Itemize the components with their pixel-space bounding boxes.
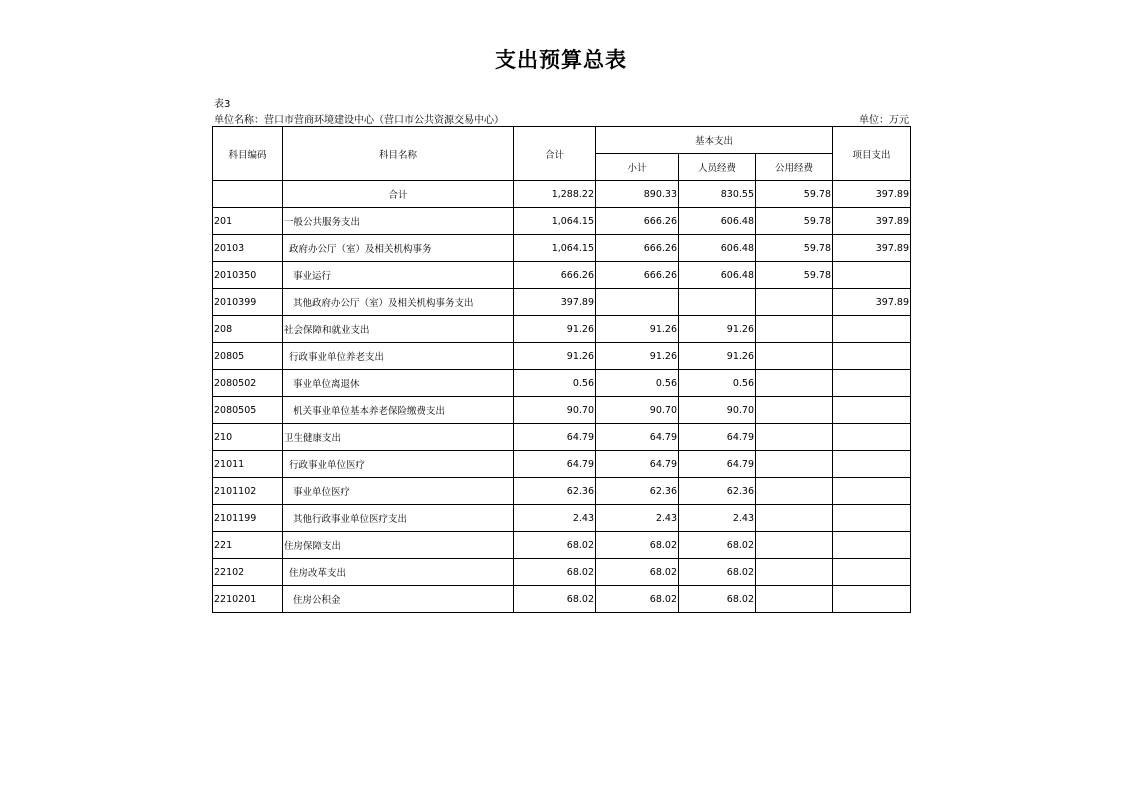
cell-personnel: 62.36: [679, 478, 756, 505]
cell-total: 68.02: [514, 559, 596, 586]
cell-project: 397.89: [833, 289, 911, 316]
cell-public: [756, 343, 833, 370]
cell-personnel: 0.56: [679, 370, 756, 397]
cell-public: [756, 316, 833, 343]
cell-code: 2101199: [213, 505, 283, 532]
table-row: [213, 397, 911, 424]
table-number: 表3: [214, 99, 231, 110]
table-row: [213, 235, 911, 262]
table-row: [213, 478, 911, 505]
cell-personnel: 606.48: [679, 262, 756, 289]
cell-name: 社会保障和就业支出: [283, 316, 514, 343]
cell-total: 397.89: [514, 289, 596, 316]
cell-name: 事业运行: [283, 262, 514, 289]
cell-personnel: [679, 289, 756, 316]
cell-subtotal: [596, 289, 679, 316]
cell-total: 62.36: [514, 478, 596, 505]
cell-total: 64.79: [514, 451, 596, 478]
cell-project: [833, 478, 911, 505]
cell-public: [756, 370, 833, 397]
cell-personnel: 68.02: [679, 586, 756, 613]
cell-total: 666.26: [514, 262, 596, 289]
header-code: 科目编码: [213, 127, 283, 181]
cell-public: [756, 424, 833, 451]
header-name: 科目名称: [283, 127, 514, 181]
table-row: [213, 586, 911, 613]
cell-project: [833, 262, 911, 289]
cell-total: 68.02: [514, 586, 596, 613]
cell-project: 397.89: [833, 235, 911, 262]
table-row: [213, 559, 911, 586]
cell-subtotal: 2.43: [596, 505, 679, 532]
cell-name: 事业单位离退休: [283, 370, 514, 397]
table-row: [213, 262, 911, 289]
table-row: [213, 505, 911, 532]
cell-total: 1,064.15: [514, 235, 596, 262]
cell-name: 卫生健康支出: [283, 424, 514, 451]
cell-total: 90.70: [514, 397, 596, 424]
cell-name: 住房改革支出: [283, 559, 514, 586]
cell-code: [213, 181, 283, 208]
page-title: 支出预算总表: [495, 48, 627, 72]
table-row: [213, 316, 911, 343]
unit-line: [214, 111, 909, 125]
cell-total: 1,288.22: [514, 181, 596, 208]
cell-name: 政府办公厅（室）及相关机构事务: [283, 235, 514, 262]
cell-project: 397.89: [833, 208, 911, 235]
cell-project: [833, 451, 911, 478]
header-public: 公用经费: [756, 154, 833, 181]
cell-subtotal: 68.02: [596, 532, 679, 559]
unit-name: 单位名称：营口市营商环境建设中心（营口市公共资源交易中心）: [214, 115, 504, 126]
unit-currency: 单位：万元: [859, 115, 909, 126]
cell-code: 2010399: [213, 289, 283, 316]
cell-personnel: 2.43: [679, 505, 756, 532]
table-row: [213, 424, 911, 451]
cell-name: 一般公共服务支出: [283, 208, 514, 235]
cell-name: 住房公积金: [283, 586, 514, 613]
cell-code: 2101102: [213, 478, 283, 505]
cell-project: [833, 586, 911, 613]
cell-code: 20805: [213, 343, 283, 370]
cell-code: 210: [213, 424, 283, 451]
cell-subtotal: 0.56: [596, 370, 679, 397]
cell-code: 2080502: [213, 370, 283, 397]
cell-personnel: 606.48: [679, 235, 756, 262]
cell-name: 其他政府办公厅（室）及相关机构事务支出: [283, 289, 514, 316]
cell-name: 其他行政事业单位医疗支出: [283, 505, 514, 532]
header-subtotal: 小计: [596, 154, 679, 181]
cell-subtotal: 68.02: [596, 559, 679, 586]
cell-name: 行政事业单位医疗: [283, 451, 514, 478]
table-row: [213, 289, 911, 316]
cell-subtotal: 890.33: [596, 181, 679, 208]
cell-name: 行政事业单位养老支出: [283, 343, 514, 370]
cell-public: [756, 397, 833, 424]
cell-subtotal: 64.79: [596, 424, 679, 451]
table-row: [213, 532, 911, 559]
cell-total: 68.02: [514, 532, 596, 559]
cell-code: 21011: [213, 451, 283, 478]
cell-name: 机关事业单位基本养老保险缴费支出: [283, 397, 514, 424]
cell-public: 59.78: [756, 208, 833, 235]
cell-personnel: 90.70: [679, 397, 756, 424]
cell-code: 208: [213, 316, 283, 343]
cell-public: [756, 289, 833, 316]
cell-code: 22102: [213, 559, 283, 586]
cell-public: [756, 505, 833, 532]
cell-project: [833, 505, 911, 532]
cell-total: 2.43: [514, 505, 596, 532]
cell-code: 221: [213, 532, 283, 559]
table-row: [213, 181, 911, 208]
cell-personnel: 64.79: [679, 451, 756, 478]
table-row: [213, 370, 911, 397]
cell-total: 91.26: [514, 343, 596, 370]
cell-public: 59.78: [756, 181, 833, 208]
cell-personnel: 91.26: [679, 316, 756, 343]
cell-public: [756, 451, 833, 478]
cell-code: 2080505: [213, 397, 283, 424]
cell-subtotal: 666.26: [596, 235, 679, 262]
cell-name: 合计: [283, 181, 514, 208]
cell-name: 事业单位医疗: [283, 478, 514, 505]
cell-project: [833, 370, 911, 397]
cell-total: 64.79: [514, 424, 596, 451]
table-row: [213, 208, 911, 235]
header-total: 合计: [514, 127, 596, 181]
cell-personnel: 830.55: [679, 181, 756, 208]
table-row: [213, 451, 911, 478]
cell-public: 59.78: [756, 235, 833, 262]
cell-subtotal: 68.02: [596, 586, 679, 613]
cell-code: 201: [213, 208, 283, 235]
cell-personnel: 68.02: [679, 559, 756, 586]
header-basic: 基本支出: [596, 127, 833, 154]
cell-public: [756, 532, 833, 559]
cell-personnel: 64.79: [679, 424, 756, 451]
cell-total: 1,064.15: [514, 208, 596, 235]
cell-name: 住房保障支出: [283, 532, 514, 559]
cell-personnel: 68.02: [679, 532, 756, 559]
header-personnel: 人员经费: [679, 154, 756, 181]
cell-project: [833, 532, 911, 559]
cell-personnel: 606.48: [679, 208, 756, 235]
cell-total: 91.26: [514, 316, 596, 343]
cell-subtotal: 64.79: [596, 451, 679, 478]
cell-public: [756, 478, 833, 505]
cell-subtotal: 666.26: [596, 262, 679, 289]
cell-subtotal: 62.36: [596, 478, 679, 505]
cell-public: [756, 559, 833, 586]
table-row: [213, 343, 911, 370]
cell-project: [833, 559, 911, 586]
cell-subtotal: 666.26: [596, 208, 679, 235]
cell-project: [833, 397, 911, 424]
cell-code: 20103: [213, 235, 283, 262]
cell-project: [833, 424, 911, 451]
header-project: 项目支出: [833, 127, 911, 181]
cell-subtotal: 90.70: [596, 397, 679, 424]
cell-public: [756, 586, 833, 613]
cell-subtotal: 91.26: [596, 343, 679, 370]
cell-personnel: 91.26: [679, 343, 756, 370]
budget-table: [212, 126, 911, 613]
cell-code: 2210201: [213, 586, 283, 613]
cell-project: [833, 343, 911, 370]
cell-subtotal: 91.26: [596, 316, 679, 343]
cell-project: [833, 316, 911, 343]
cell-total: 0.56: [514, 370, 596, 397]
cell-code: 2010350: [213, 262, 283, 289]
cell-project: 397.89: [833, 181, 911, 208]
cell-public: 59.78: [756, 262, 833, 289]
